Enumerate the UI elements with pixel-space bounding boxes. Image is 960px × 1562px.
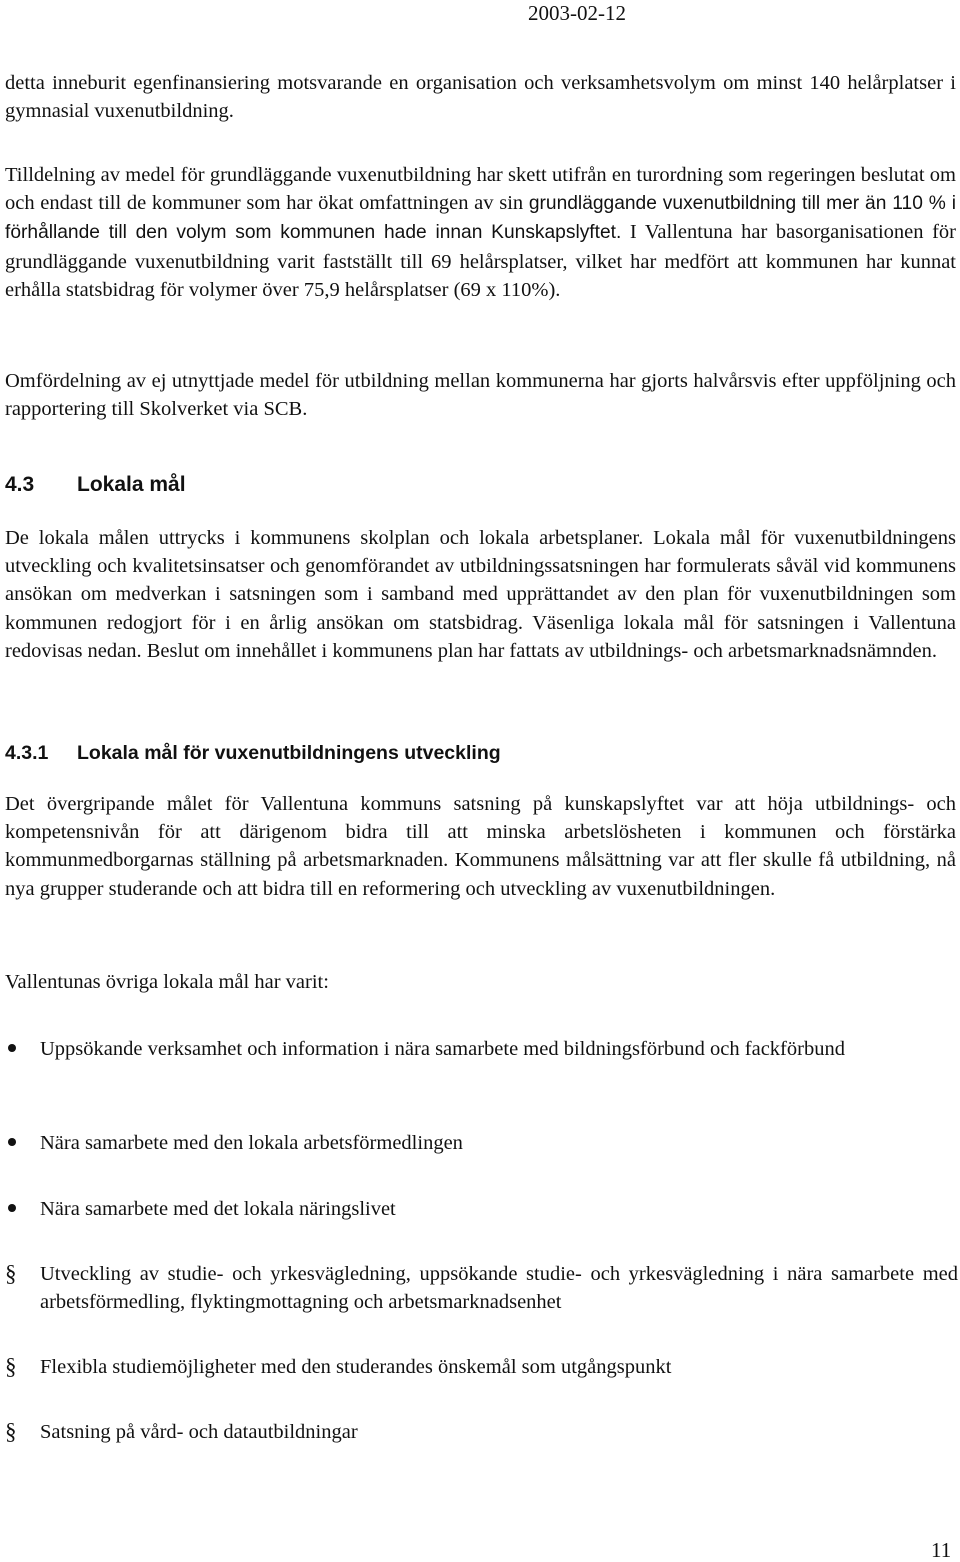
- bullet-icon: [5, 1129, 29, 1157]
- paragraph-allocation-part1: Tilldelning av medel för grundläggande vuxenutbildning har skett utifrån en turordning som regeringen beslutat om och endast till de kommuner som har ökat omfattningen av sin: [5, 164, 956, 215]
- paragraph-redistribution: Omfördelning av ej utnyttjade medel för utbildning mellan kommunerna har gjorts halvårsvis efter uppföljning och rapportering till Skolverket via SCB.: [5, 370, 956, 421]
- bullet-icon: [5, 1035, 29, 1063]
- section-title: Lokala mål: [77, 473, 186, 496]
- section-sign-icon: §: [5, 1354, 17, 1379]
- list-item: [5, 1260, 958, 1316]
- paragraph-intro: detta inneburit egenfinansiering motsvarande en organisation och verksamhetsvolym om minst 140 helårplatser i gymnasial vuxenutbildning.: [5, 72, 956, 123]
- list-item-text: Utveckling av studie- och yrkesvägledning, uppsökande studie- och yrkesvägledning i nära samarbete med arbetsförmedling, flyktingmottagning och arbetsmarknadsenhet: [40, 1263, 958, 1314]
- subsection-title: Lokala mål för vuxenutbildningens utveckling: [77, 742, 501, 764]
- page-number: 11: [931, 1538, 952, 1562]
- section-heading-4-3: [5, 472, 186, 498]
- list-item-text: Nära samarbete med det lokala näringslivet: [40, 1198, 396, 1220]
- list-item-text: Flexibla studiemöjligheter med den studerandes önskemål som utgångspunkt: [40, 1356, 672, 1378]
- paragraph-other-goals-intro: Vallentunas övriga lokala mål har varit:: [5, 971, 329, 993]
- paragraph-overall-goal: Det övergripande målet för Vallentuna kommuns satsning på kunskapslyftet var att höja utbildnings- och kompetensnivån för att därigenom bidra till att minska arbetslösheten i kommunen och förstärka kommunmedborgarnas ställning på arbetsmarknaden. Kommunens målsättning var att fler skulle få utbildning, nå nya grupper studerande och att bidra till en reformering och utveckling av vuxenutbildningen.: [5, 793, 956, 900]
- paragraph-allocation-part2: grundläggande vuxenutbildning till mer än 110 % i förhållande till den volym som kommunen hade innan Kunskapslyftet.: [5, 193, 957, 244]
- section-sign-icon: §: [5, 1261, 17, 1286]
- paragraph-local-goals: De lokala målen uttrycks i kommunens skolplan och lokala arbetsplaner. Lokala mål för vuxenutbildningens utveckling och kvalitetsinsatser och genomförandet av utbildningssatsningen har formulerats såväl vid kommunens ansökan om medverkan i satsningen som i samband med upprättandet av den plan för vuxenutbildningen som kommunen redogjort för i en årlig ansökan om statsbidrag. Väsenliga lokala mål för satsningen i Vallentuna redovisas nedan. Beslut om innehållet i kommunens plan har fattats av utbildnings- och arbetsmarknadsnämnden.: [5, 527, 956, 662]
- list-item: [5, 1353, 958, 1381]
- list-item: [5, 1418, 958, 1446]
- list-item-text: Uppsökande verksamhet och information i nära samarbete med bildningsförbund och fackförbund: [40, 1038, 845, 1060]
- bullet-icon: [5, 1195, 29, 1223]
- list-item: [5, 1035, 958, 1063]
- header-date: 2003-02-12: [528, 1, 626, 25]
- paragraph-allocation-part3: I Vallentuna har basorganisationen för grundläggande vuxenutbildning varit fastställt till 69 helårsplatser, vilket har medfört att kommunen har kunnat erhålla statsbidrag för volymer över 75,9 helårsplatser (69 x 110%).: [5, 221, 956, 301]
- section-sign-icon: §: [5, 1419, 17, 1444]
- list-item-text: Satsning på vård- och datautbildningar: [40, 1421, 358, 1443]
- list-item: [5, 1129, 958, 1157]
- section-number: 4.3: [5, 473, 35, 496]
- section-heading-4-3-1: [5, 741, 501, 765]
- subsection-number: 4.3.1: [5, 742, 49, 764]
- paragraph-allocation: [5, 161, 956, 304]
- list-item: [5, 1195, 958, 1223]
- list-item-text: Nära samarbete med den lokala arbetsförmedlingen: [40, 1132, 463, 1154]
